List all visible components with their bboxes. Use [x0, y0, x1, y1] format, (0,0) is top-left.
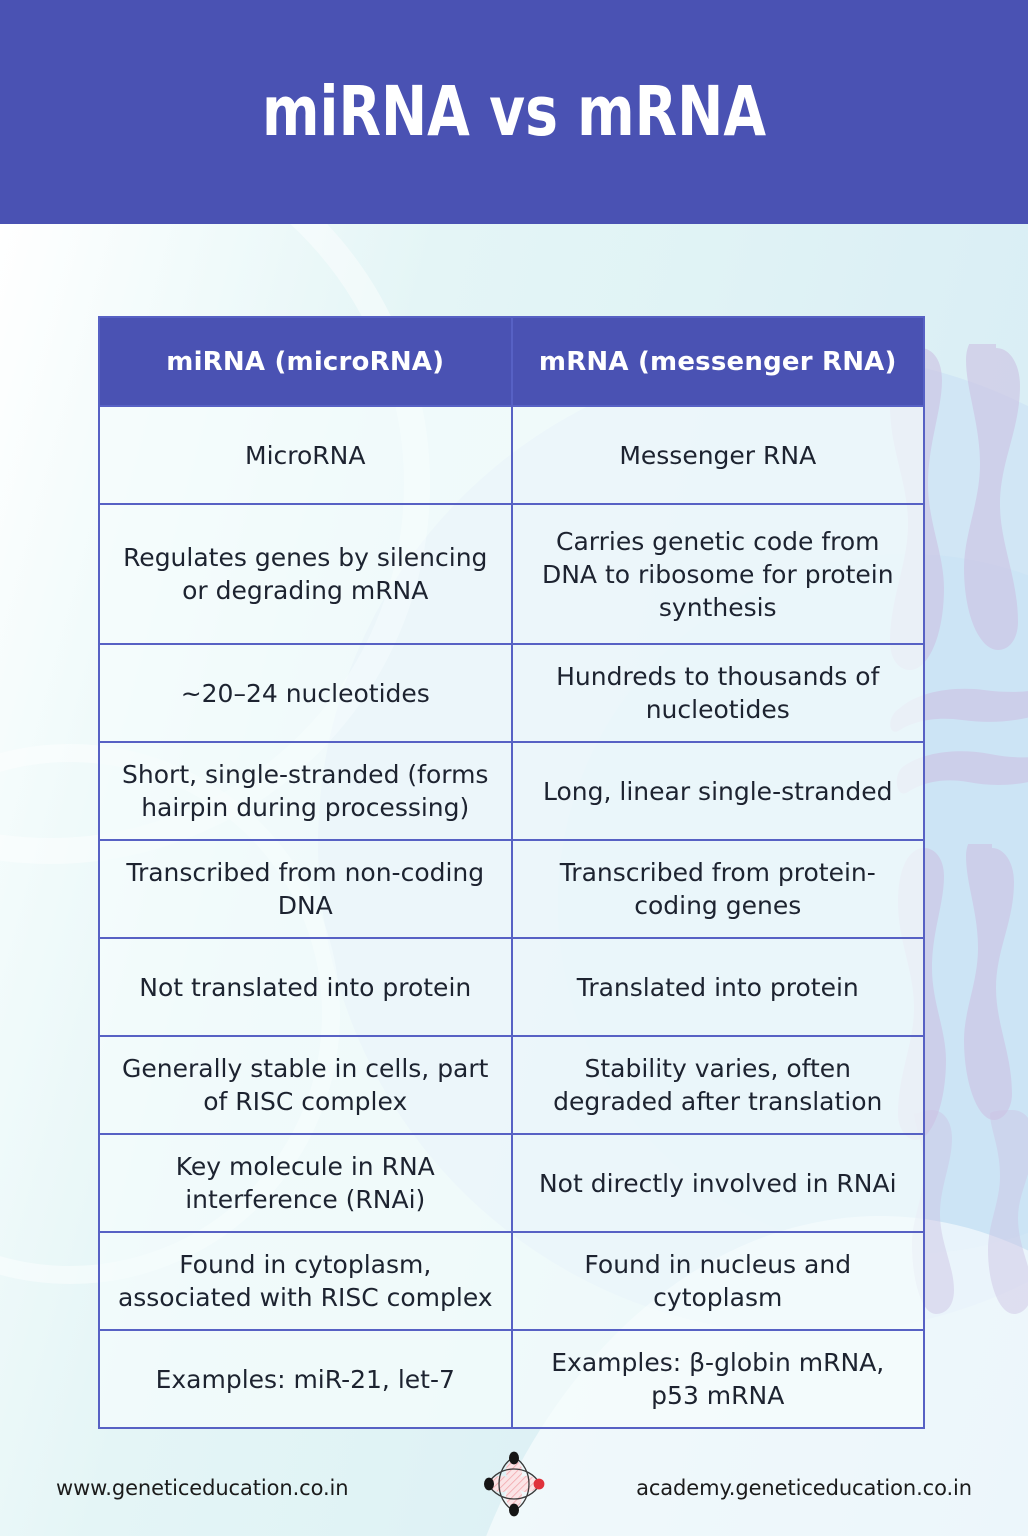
cell-mrna: Not directly involved in RNAi: [512, 1134, 925, 1232]
table-body: [99, 406, 924, 1428]
cell-mirna: Short, single-stranded (forms hairpin during processing): [99, 742, 512, 840]
chromosome-icon-right-bottom: [908, 1104, 1028, 1314]
cell-mrna: Examples: β-globin mRNA, p53 mRNA: [512, 1330, 925, 1428]
cell-mirna: Regulates genes by silencing or degrading mRNA: [99, 504, 512, 644]
cell-mrna: Translated into protein: [512, 938, 925, 1036]
table-row: [99, 1036, 924, 1134]
footer-website-url[interactable]: www.geneticeducation.co.in: [56, 1476, 349, 1500]
cell-mrna: Transcribed from protein-coding genes: [512, 840, 925, 938]
cell-mirna: Found in cytoplasm, associated with RISC complex: [99, 1232, 512, 1330]
cell-mrna: Found in nucleus and cytoplasm: [512, 1232, 925, 1330]
table-row: [99, 938, 924, 1036]
cell-mirna: Transcribed from non-coding DNA: [99, 840, 512, 938]
footer-academy-url[interactable]: academy.geneticeducation.co.in: [636, 1476, 972, 1500]
logo-dot-top: [509, 1452, 519, 1465]
footer: [0, 1440, 1028, 1536]
cell-mrna: Stability varies, often degraded after translation: [512, 1036, 925, 1134]
comparison-table-container: [98, 316, 925, 1429]
cell-mrna: Carries genetic code from DNA to ribosome for protein synthesis: [512, 504, 925, 644]
comparison-table: [98, 316, 925, 1429]
column-header-mrna: mRNA (messenger RNA): [512, 317, 925, 406]
table-row: [99, 644, 924, 742]
cell-mirna: Generally stable in cells, part of RISC complex: [99, 1036, 512, 1134]
table-row: [99, 1330, 924, 1428]
genetic-education-logo-icon: [483, 1448, 545, 1520]
cell-mirna: Not translated into protein: [99, 938, 512, 1036]
table-row: [99, 742, 924, 840]
table-header: [99, 317, 924, 406]
cell-mirna: ~20–24 nucleotides: [99, 644, 512, 742]
table-header-row: [99, 317, 924, 406]
table-row: [99, 504, 924, 644]
cell-mrna: Long, linear single-stranded: [512, 742, 925, 840]
table-row: [99, 840, 924, 938]
cell-mrna: Hundreds to thousands of nucleotides: [512, 644, 925, 742]
title-banner: [0, 0, 1028, 224]
logo-dot-right-accent: [534, 1479, 545, 1490]
table-row: [99, 1134, 924, 1232]
logo-dot-bottom: [509, 1504, 519, 1517]
cell-mirna: Examples: miR-21, let-7: [99, 1330, 512, 1428]
cell-mrna: Messenger RNA: [512, 406, 925, 504]
table-row: [99, 1232, 924, 1330]
logo-dot-left: [484, 1478, 494, 1491]
table-row: [99, 406, 924, 504]
cell-mirna: Key molecule in RNA interference (RNAi): [99, 1134, 512, 1232]
cell-mirna: MicroRNA: [99, 406, 512, 504]
column-header-mirna: miRNA (microRNA): [99, 317, 512, 406]
page-title: miRNA vs mRNA: [261, 71, 767, 152]
